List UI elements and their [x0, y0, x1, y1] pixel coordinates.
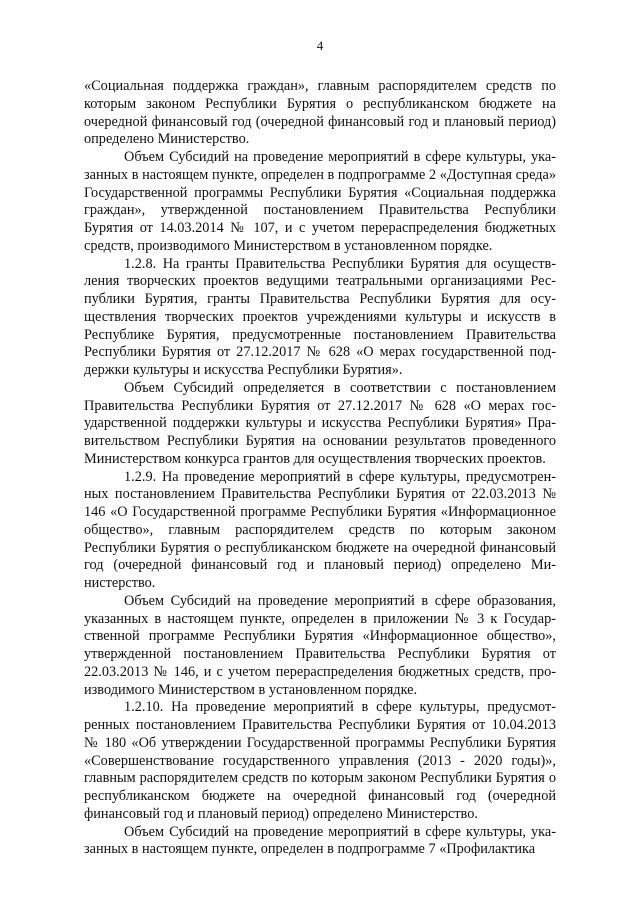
page-number: 4 — [316, 38, 324, 53]
paragraph-subsidy-volume-social: Объем Субсидий на проведение мероприятий в сфере культуры, указанных в настоящем пункте, определен в подпрограмме 2 «Доступная среда» Государственной программы Республики Бурятия «Социальная поддержка граждан», утвержденной постановлением Правительства Республики Бурятия от 14.03.2014 № 107, и с учетом перераспределения бюджетных средств, производимого Министерством в установленном порядке. — [84, 149, 556, 254]
paragraph-subsidy-volume-information: Объем Субсидий на проведение мероприятий в сфере образования, указанных в настоящем пункте, определен в приложении № 3 к Государственной программе Республики Бурятия «Информационное общество», утвержденной постановлением Правительства Республики Бурятия от 22.03.2013 № 146, и с учетом перераспределения бюджетных средств, производимого Министерством в установленном порядке. — [84, 592, 556, 698]
paragraph-clause-1-2-9: 1.2.9. На проведение мероприятий в сфере культуры, предусмотренных постановлением Правительства Республики Бурятия от 22.03.2013 № 146 «О Государственной программе Республики Бурятия «Информационное общество», главным распорядителем средств по которым законом Республики Бурятия о республиканском бюджете на очередной финансовый год (очередной финансовый год и плановый период) определено Министерство. — [84, 468, 556, 591]
paragraph-subsidy-volume-prevention: Объем Субсидий на проведение мероприятий в сфере культуры, указанных в настоящем пункте, определен в подпрограмме 7 «Профилактика — [84, 823, 556, 858]
document-body — [84, 78, 556, 859]
paragraph-continuation: «Социальная поддержка граждан», главным распорядителем средств по которым законом Республики Бурятия о республиканском бюджете на очередной финансовый год (очередной финансовый год и плановый период) определено Министерство. — [84, 78, 556, 148]
paragraph-clause-1-2-10: 1.2.10. На проведение мероприятий в сфере культуры, предусмотренных постановлением Правительства Республики Бурятия от 10.04.2013 № 180 «Об утверждении Государственной программы Республики Бурятия «Совершенствование государственного управления (2013 - 2020 годы)», главным распорядителем средств по которым законом Республики Бурятия о республиканском бюджете на очередной финансовый год (очередной финансовый год и плановый период) определено Министерство. — [84, 699, 556, 822]
paragraph-subsidy-volume-grants: Объем Субсидий определяется в соответствии с постановлением Правительства Республики Бурятия от 27.12.2017 № 628 «О мерах государственной поддержки культуры и искусства Республики Бурятия» Правительством Республики Бурятия на основании результатов проведенного Министерством конкурса грантов для осуществления творческих проектов. — [84, 379, 556, 467]
paragraph-clause-1-2-8: 1.2.8. На гранты Правительства Республики Бурятия для осуществления творческих проектов ведущими театральными организациями Республики Бурятия, гранты Правительства Республики Бурятия для осуществления творческих проектов учреждениями культуры и искусств в Республике Бурятия, предусмотренные постановлением Правительства Республики Бурятия от 27.12.2017 № 628 «О мерах государственной поддержки культуры и искусства Республики Бурятия». — [84, 255, 556, 378]
